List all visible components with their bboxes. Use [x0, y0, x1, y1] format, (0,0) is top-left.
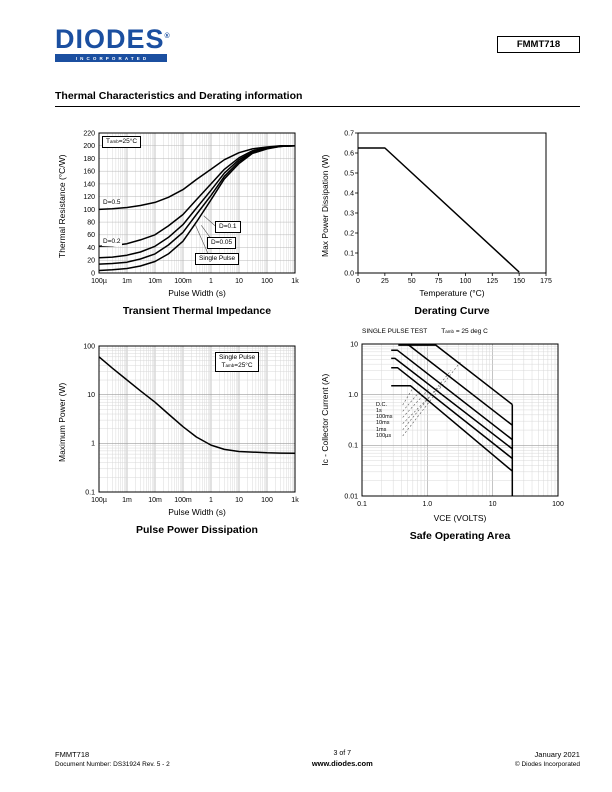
svg-text:100: 100 [83, 206, 95, 214]
svg-text:140: 140 [83, 181, 95, 189]
curve-label-d05: D=0.5 [103, 199, 121, 206]
single-pulse-text: Single Pulse [219, 354, 256, 361]
svg-text:100: 100 [261, 278, 273, 285]
tamb-post: =25°C [234, 362, 253, 370]
footer-document-number: Document Number: DS31924 Rev. 5 - 2 [55, 761, 170, 768]
svg-text:80: 80 [87, 219, 95, 227]
transient-thermal-impedance-plot [69, 125, 301, 287]
footer-center [312, 750, 373, 768]
svg-text:0.7: 0.7 [344, 130, 354, 138]
curve-label-single-pulse: Single Pulse [195, 253, 239, 265]
svg-text:20: 20 [87, 257, 95, 265]
tamb-pre: T [106, 138, 110, 145]
svg-text:0.5: 0.5 [344, 170, 354, 178]
x-axis-title: Pulse Width (s) [168, 288, 226, 298]
tamb-post: = 25 deg C [454, 328, 488, 335]
chart-block-transient-thermal-impedance [55, 125, 301, 317]
svg-text:160: 160 [83, 168, 95, 176]
derating-curve-plot [332, 125, 554, 287]
svg-text:0.0: 0.0 [344, 270, 354, 278]
legend-1s: 1s [376, 408, 382, 414]
svg-text:100µ: 100µ [91, 497, 107, 504]
soa-pulse-legend [376, 402, 393, 439]
svg-text:100m: 100m [174, 497, 192, 504]
svg-text:1: 1 [209, 497, 213, 504]
chart-block-derating-curve [318, 125, 554, 317]
svg-text:120: 120 [83, 194, 95, 202]
y-axis-title: Thermal Resistance (°C/W) [57, 154, 67, 258]
footer-left [55, 750, 170, 768]
chart-title: Derating Curve [414, 305, 490, 317]
pulse-power-dissipation-canvas [69, 338, 301, 506]
svg-text:50: 50 [407, 278, 416, 285]
registered-mark: ® [164, 33, 170, 40]
svg-text:0.4: 0.4 [344, 190, 354, 198]
safe-operating-area-canvas [332, 338, 564, 512]
curve-label-d005: D=0.05 [207, 237, 236, 249]
diodes-logo [55, 26, 170, 62]
soa-test-condition [362, 328, 564, 336]
soa-column [332, 328, 564, 512]
svg-text:0: 0 [356, 278, 360, 285]
x-axis-title: Pulse Width (s) [168, 507, 226, 517]
svg-text:0.1: 0.1 [348, 442, 358, 450]
svg-text:1k: 1k [291, 278, 299, 285]
derating-curve-canvas [332, 125, 554, 287]
svg-text:10: 10 [488, 500, 497, 508]
plot-row [55, 338, 301, 506]
safe-operating-area-plot [332, 338, 564, 512]
x-axis-title: VCE (VOLTS) [433, 512, 487, 523]
svg-text:10: 10 [235, 497, 243, 504]
svg-text:0.1: 0.1 [85, 489, 95, 497]
chart-title: Safe Operating Area [409, 529, 511, 542]
svg-text:0.1: 0.1 [344, 250, 354, 258]
page-footer [55, 750, 580, 768]
svg-text:100µ: 100µ [91, 278, 107, 285]
svg-text:175: 175 [540, 278, 552, 285]
y-axis-title: Ic - Collector Current (A) [320, 373, 330, 466]
svg-text:100m: 100m [174, 278, 192, 285]
legend-1ms: 1ms [376, 426, 387, 433]
footer-copyright: © Diodes Incorporated [514, 761, 580, 768]
svg-text:180: 180 [83, 155, 95, 163]
x-axis-title: Temperature (°C) [419, 288, 485, 298]
svg-text:0.6: 0.6 [344, 150, 354, 158]
svg-text:0: 0 [91, 270, 95, 278]
plot-row [318, 328, 564, 512]
legend-dc: D.C. [376, 401, 387, 408]
footer-part-number: FMMT718 [55, 750, 90, 759]
diodes-logo-incorporated-bar: INCORPORATED [55, 54, 167, 62]
svg-text:100: 100 [552, 500, 564, 508]
y-axis-title: Max Power Dissipation (W) [320, 154, 330, 258]
legend-10ms: 10ms [376, 420, 390, 427]
legend-100ms: 100ms [376, 414, 393, 421]
svg-text:1m: 1m [122, 278, 132, 285]
svg-text:25: 25 [380, 278, 389, 285]
svg-text:0.2: 0.2 [344, 230, 354, 238]
chart-title: Pulse Power Dissipation [136, 524, 258, 536]
svg-text:10: 10 [87, 392, 95, 400]
plot-row [318, 125, 554, 287]
svg-text:1m: 1m [122, 497, 132, 504]
svg-text:40: 40 [87, 244, 95, 252]
svg-text:60: 60 [87, 232, 95, 240]
svg-text:0.3: 0.3 [344, 210, 354, 218]
svg-text:200: 200 [83, 143, 95, 151]
svg-text:150: 150 [513, 278, 525, 285]
chart-title: Transient Thermal Impedance [122, 305, 272, 317]
footer-right [515, 750, 580, 768]
svg-text:10m: 10m [148, 497, 162, 504]
plot-row [55, 125, 301, 287]
svg-text:1k: 1k [291, 497, 299, 504]
svg-text:10m: 10m [148, 278, 162, 285]
y-axis-title: Maximum Power (W) [57, 382, 67, 462]
curve-label-d01: D=0.1 [215, 221, 241, 233]
svg-text:1: 1 [91, 440, 95, 448]
tamb-text [219, 362, 255, 370]
svg-text:100: 100 [83, 343, 95, 351]
diodes-website-link[interactable]: www.diodes.com [311, 759, 373, 768]
page-number: 3 of 7 [333, 750, 352, 757]
soa-tamb [441, 328, 488, 335]
svg-text:1.0: 1.0 [422, 500, 433, 508]
legend-100us: 100µs [376, 432, 392, 439]
svg-text:1: 1 [209, 278, 213, 285]
tamb-pre: T [221, 362, 226, 370]
chart-block-safe-operating-area [318, 328, 564, 542]
section-title: Thermal Characteristics and Derating information [55, 90, 580, 107]
tamb-sub: amb [109, 139, 119, 144]
single-pulse-annotation [215, 352, 259, 372]
pulse-power-dissipation-plot [69, 338, 301, 506]
svg-text:1.0: 1.0 [348, 391, 358, 399]
tamb-sub: amb [225, 363, 235, 369]
tamb-sub: amb [445, 329, 455, 334]
tamb-pre: T [441, 328, 446, 335]
svg-text:220: 220 [83, 130, 95, 138]
svg-text:0.01: 0.01 [344, 493, 358, 501]
svg-text:75: 75 [434, 278, 443, 285]
tamb-annotation [102, 136, 141, 148]
svg-text:10: 10 [235, 278, 243, 285]
footer-date: January 2021 [534, 750, 580, 759]
part-number-box: FMMT718 [497, 36, 580, 53]
tamb-post: =25°C [118, 138, 138, 145]
diodes-logo-text: DIODES® [55, 24, 170, 54]
svg-text:0.1: 0.1 [357, 500, 367, 508]
svg-text:100: 100 [459, 278, 472, 285]
soa-header-text: SINGLE PULSE TEST [362, 328, 428, 335]
chart-block-pulse-power-dissipation [55, 338, 301, 536]
curve-label-d02: D=0.2 [103, 238, 121, 245]
svg-text:10: 10 [350, 341, 358, 349]
svg-text:125: 125 [486, 278, 499, 285]
svg-text:100: 100 [261, 497, 273, 504]
